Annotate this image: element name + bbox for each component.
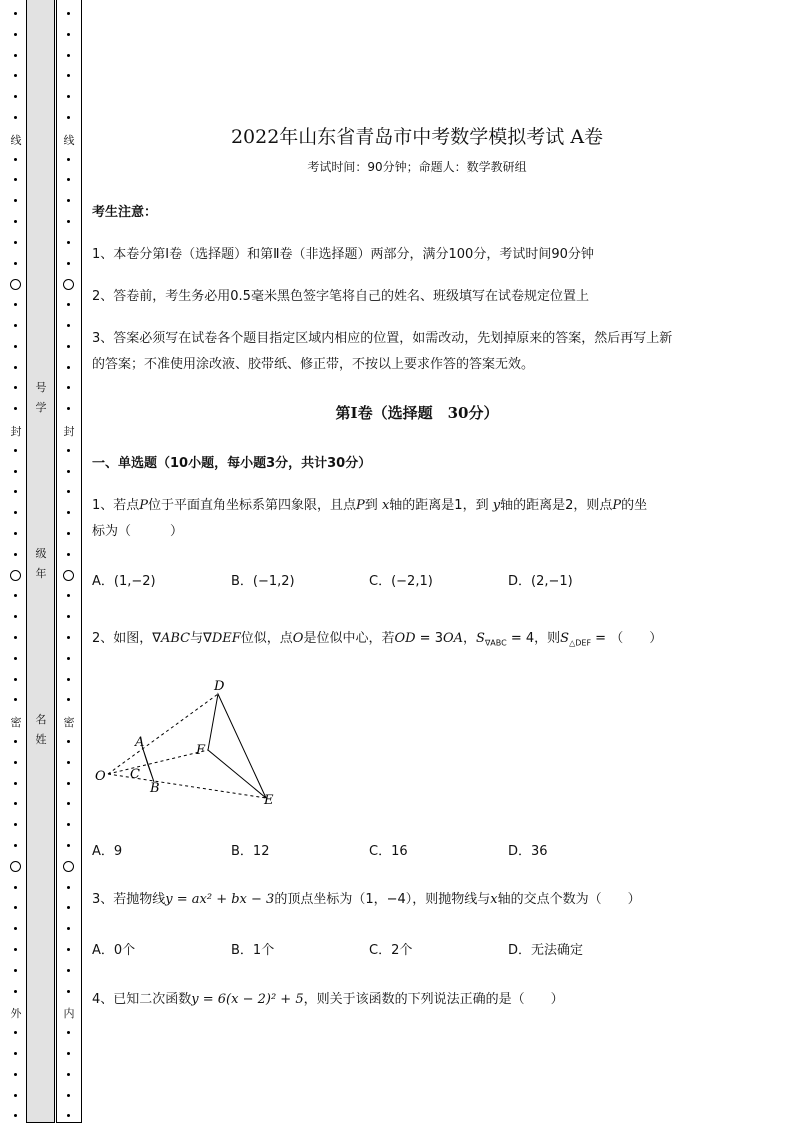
q2-mid4: ， [463, 631, 477, 646]
cut-dot [14, 95, 17, 98]
notice-item-2: 2、答卷前，考生务必用0.5毫米黑色签字笔将自己的姓名、班级填写在试卷规定位置上 [92, 289, 589, 304]
q2-option-a[interactable]: A．9 [92, 844, 123, 859]
cut-dot [14, 594, 17, 597]
cut-dot [67, 116, 70, 119]
cut-dot [14, 1073, 17, 1076]
q2-mid3: 是位似中心，若 [303, 631, 395, 646]
q3-option-c[interactable]: C．2个 [369, 943, 413, 958]
q3-mid: 的顶点坐标为（1，−4），则抛物线与 [274, 892, 491, 907]
cut-dot [14, 761, 17, 764]
cut-dot [67, 407, 70, 410]
cut-dot [67, 678, 70, 681]
inner-label-seal: 封 [63, 425, 75, 438]
q2-o: O [292, 631, 304, 646]
cut-dot [14, 470, 17, 473]
q2-tail: = （ ） [591, 631, 663, 646]
cut-dot [67, 844, 70, 847]
outer-label-outside: 外 [10, 1007, 22, 1020]
cut-dot [14, 698, 17, 701]
binding-hole-circle [10, 570, 21, 581]
exam-title: 2022年山东省青岛市中考数学模拟考试 A卷 [230, 126, 604, 148]
q2-eq4: = 4 [506, 631, 535, 646]
q1-option-b[interactable]: B．(−1,2) [231, 574, 295, 589]
cut-dot [14, 615, 17, 618]
q1-text-b: 位于平面直角坐标系第四象限，且点 [148, 498, 357, 513]
cut-dot [67, 490, 70, 493]
q2-mid5: ，则 [534, 631, 561, 646]
cut-dot [14, 199, 17, 202]
part-heading: 一、单选题（10小题，每小题3分，共计30分） [92, 456, 372, 471]
cut-dot [67, 178, 70, 181]
cut-dot [67, 12, 70, 15]
cut-dot [14, 407, 17, 410]
q1-var-y: y [492, 498, 501, 513]
cut-dot [67, 303, 70, 306]
question-4-stem [92, 988, 564, 1007]
cut-dot [67, 158, 70, 161]
q1-text-e: 轴的距离是2，则点 [500, 498, 613, 513]
cut-dot [67, 1114, 70, 1117]
label-c: C [130, 767, 140, 782]
q3-formula: y = ax² + bx − 3 [165, 892, 275, 907]
ray-of [108, 750, 208, 774]
cut-dot [67, 386, 70, 389]
binding-hole-circle [63, 279, 74, 290]
cut-dot [67, 886, 70, 889]
cut-dot [14, 782, 17, 785]
q3-lead: 3、若抛物线 [92, 892, 166, 907]
q2-lead: 2、如图，∇ [92, 631, 161, 646]
section-title: 第I卷（选择题 30分） [335, 404, 499, 422]
grade-label: 级年 [35, 547, 47, 580]
cut-dot [67, 324, 70, 327]
cut-dot [14, 74, 17, 77]
triangle-abc [142, 746, 154, 782]
cut-dot [67, 1052, 70, 1055]
name-label: 名姓 [35, 713, 47, 746]
cut-dot [14, 1094, 17, 1097]
cut-dot [67, 366, 70, 369]
inner-dot-column [62, 0, 76, 1123]
q3-option-d[interactable]: D．无法确定 [508, 943, 584, 958]
label-f: F [196, 743, 206, 758]
q1-option-c[interactable]: C．(−2,1) [369, 574, 433, 589]
cut-dot [14, 553, 17, 556]
cut-dot [67, 199, 70, 202]
cut-dot [67, 54, 70, 57]
cut-dot [14, 220, 17, 223]
student-number-label: 号学 [35, 381, 47, 414]
cut-dot [67, 906, 70, 909]
cut-dot [67, 262, 70, 265]
cut-dot [67, 33, 70, 36]
notice-item-3: 3、答案必须写在试卷各个题目指定区域内相应的位置，如需改动，先划掉原来的答案，然后再写上新 [92, 331, 673, 346]
cut-dot [14, 324, 17, 327]
exam-subtitle: 考试时间：90分钟；命题人：数学教研组 [307, 160, 527, 174]
cut-dot [14, 33, 17, 36]
outer-dot-column [9, 0, 23, 1123]
q1-var-x: x [381, 498, 390, 513]
cut-dot [67, 95, 70, 98]
q2-s1: S [476, 631, 485, 646]
cut-dot [67, 449, 70, 452]
cut-dot [14, 1052, 17, 1055]
inner-label-secret: 密 [63, 716, 75, 729]
notice-item-1: 1、本卷分第I卷（选择题）和第Ⅱ卷（非选择题）两部分，满分100分，考试时间90分钟 [92, 247, 594, 262]
label-o: O [95, 769, 106, 784]
cut-dot [14, 178, 17, 181]
notice-heading: 考生注意： [92, 205, 158, 220]
triangle-def [208, 694, 266, 798]
question-1-line-2: 标为（ ） [92, 524, 184, 539]
q3-x: x [490, 892, 498, 907]
binding-hole-circle [63, 570, 74, 581]
cut-dot [67, 802, 70, 805]
cut-dot [67, 511, 70, 514]
cut-dot [14, 657, 17, 660]
cut-dot [67, 220, 70, 223]
q1-var-p: P [139, 498, 149, 513]
cut-dot [14, 886, 17, 889]
cut-dot [14, 823, 17, 826]
q2-option-d[interactable]: D．36 [508, 844, 548, 859]
cut-dot [67, 636, 70, 639]
outer-label-secret: 密 [10, 716, 22, 729]
cut-dot [14, 990, 17, 993]
cut-dot [67, 615, 70, 618]
q2-def: DEF [211, 631, 241, 646]
question-3-stem [92, 888, 641, 907]
cut-dot [14, 969, 17, 972]
cut-dot [14, 1031, 17, 1034]
q1-var-p3: P [612, 498, 622, 513]
q1-text-c: 到 [364, 498, 378, 513]
cut-dot [14, 636, 17, 639]
q2-oa: OA [442, 631, 464, 646]
cut-dot [14, 906, 17, 909]
cut-dot [14, 12, 17, 15]
inner-label-line: 线 [63, 134, 75, 147]
label-e: E [264, 793, 274, 808]
cut-dot [67, 1031, 70, 1034]
q2-s1-sub: ∇ABC [484, 638, 507, 648]
binding-hole-circle [63, 861, 74, 872]
q1-option-d[interactable]: D．(2,−1) [508, 574, 573, 589]
cut-dot [14, 386, 17, 389]
cut-dot [67, 74, 70, 77]
cut-dot [67, 241, 70, 244]
binding-hole-circle [10, 279, 21, 290]
cut-dot [67, 927, 70, 930]
cut-dot [14, 740, 17, 743]
outer-label-line: 线 [10, 134, 22, 147]
q3-tail: 轴的交点个数为（ ） [497, 892, 641, 907]
binding-hole-circle [10, 861, 21, 872]
cut-dot [67, 553, 70, 556]
cut-dot [67, 657, 70, 660]
notice-item-3-cont: 的答案；不准使用涂改液、胶带纸、修正带，不按以上要求作答的答案无效。 [92, 357, 535, 372]
cut-dot [67, 532, 70, 535]
cut-dot [14, 802, 17, 805]
cut-dot [14, 844, 17, 847]
cut-dot [67, 698, 70, 701]
cut-dot [67, 1094, 70, 1097]
q1-text-a: 1、若点 [92, 498, 140, 513]
q4-tail: ，则关于该函数的下列说法正确的是（ ） [303, 992, 564, 1007]
ray-od [108, 694, 218, 774]
cut-dot [14, 54, 17, 57]
label-b: B [150, 781, 160, 796]
cut-dot [14, 449, 17, 452]
question-1-line-1 [92, 494, 647, 513]
label-a: A [135, 735, 145, 750]
cut-dot [14, 948, 17, 951]
inner-label-inside: 内 [63, 1007, 75, 1020]
q2-mid2: 位似，点 [240, 631, 293, 646]
cut-dot [14, 366, 17, 369]
cut-dot [14, 490, 17, 493]
q1-var-p2: P [356, 498, 365, 513]
cut-dot [14, 241, 17, 244]
q1-text-f: 的坐 [621, 498, 648, 513]
q2-s2: S [560, 631, 570, 646]
q1-text-d: 轴的距离是1，到 [389, 498, 489, 513]
q2-s2-sub: △DEF [569, 638, 592, 648]
cut-dot [67, 470, 70, 473]
q3-option-a[interactable]: A．0个 [92, 943, 136, 958]
cut-dot [67, 990, 70, 993]
q2-od: OD [394, 631, 416, 646]
q2-eq: = 3 [415, 631, 443, 646]
cut-dot [67, 761, 70, 764]
q3-option-b[interactable]: B．1个 [231, 943, 275, 958]
label-d: D [214, 679, 225, 694]
cut-dot [14, 511, 17, 514]
cut-dot [14, 532, 17, 535]
q4-lead: 4、已知二次函数 [92, 992, 192, 1007]
cut-dot [67, 948, 70, 951]
cut-dot [14, 303, 17, 306]
question-2-stem [92, 627, 662, 648]
cut-dot [67, 594, 70, 597]
cut-dot [14, 345, 17, 348]
cut-dot [14, 678, 17, 681]
cut-dot [14, 262, 17, 265]
student-info-band [26, 0, 55, 1123]
q2-option-c[interactable]: C．16 [369, 844, 408, 859]
cut-dot [67, 969, 70, 972]
cut-dot [67, 1073, 70, 1076]
cut-dot [14, 116, 17, 119]
similarity-figure [90, 676, 290, 811]
cut-dot [67, 740, 70, 743]
q2-option-b[interactable]: B．12 [231, 844, 270, 859]
q1-option-a[interactable]: A．(1,−2) [92, 574, 156, 589]
cut-dot [14, 158, 17, 161]
cut-dot [67, 823, 70, 826]
outer-label-seal: 封 [10, 425, 22, 438]
cut-dot [14, 927, 17, 930]
cut-dot [67, 782, 70, 785]
q2-mid1: 与∇ [190, 631, 212, 646]
q4-formula: y = 6(x − 2)² + 5 [191, 992, 304, 1007]
cut-dot [67, 345, 70, 348]
cut-dot [14, 1114, 17, 1117]
q2-abc: ABC [160, 631, 191, 646]
